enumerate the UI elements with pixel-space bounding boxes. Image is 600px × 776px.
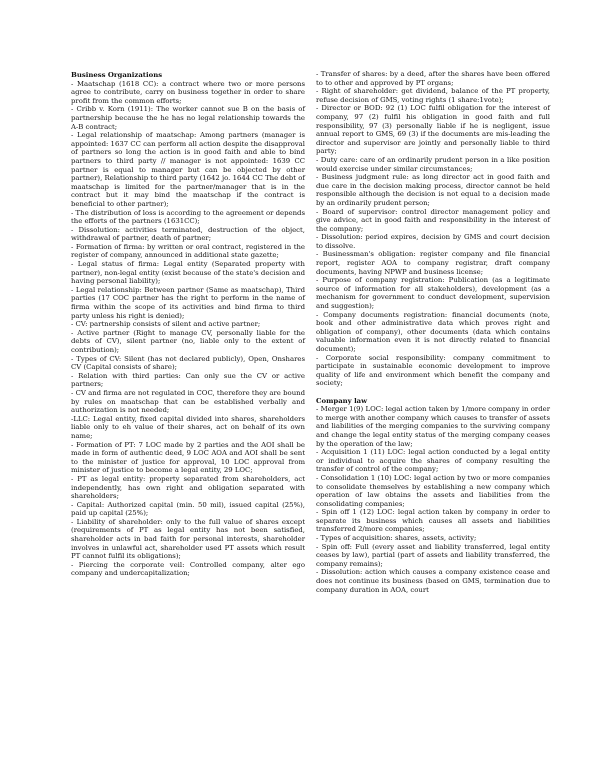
paragraph: - Director or BOD: 92 (1) LOC fulfil obligation for the interest of company, 97 (2) fulfil his obligation in good faith and full responsibility, 97 (3) personally liable if he is negligent, issue annual report to GMS, 69 (3) if the documents are mis-leading the director and supervisor are jointly and personally liable to third party; <box>316 104 550 156</box>
paragraph: - Piercing the corporate veil: Controlled company, alter ego company and undercapitalization; <box>71 560 305 578</box>
paragraph: - Right of shareholder: get dividend, balance of the PT property, refuse decision of GMS, voting rights (1 share:1vote); <box>316 87 550 104</box>
left-paragraph-list <box>71 80 305 578</box>
right-column <box>316 70 550 594</box>
paragraph: - Maatschap (1618 CC): a contract where two or more persons agree to contribute, carry on business together in order to share profit from the common efforts; <box>71 79 305 105</box>
paragraph: - Liability of shareholder: only to the full value of shares except (requirements of PT as legal entity has not been satisfied, shareholder acts in bad faith for personal interests, shareholder involves in unlawful act, shareholder used PT assets which result PT cannot fulfil its obligations); <box>71 517 305 561</box>
paragraph: - Types of CV: Silent (has not declared publicly), Open, Onshares CV (Capital consists of share); <box>71 354 305 372</box>
paragraph: - Legal status of firma: Legal entity (Separated property with partner), non-legal entity (exist because of the state's decision and having personal liability); <box>71 260 305 286</box>
paragraph: - Merger 1(9) LOC: legal action taken by 1/more company in order to merge with another company which causes to transfer of assets and liabilities of the merging companies to the surviving company and change the legal entity status of the merging company ceases by the operation of the law; <box>316 405 550 448</box>
paragraph: - Board of supervisor: control director management policy and give advice, act in good faith and responsibility in the interest of the company; <box>316 207 550 233</box>
paragraph: - Legal relationship of maatschap: Among partners (manager is appointed: 1637 CC can perform all action despite the disapproval of partners so long the action is in good faith and able to bind partners to third party // manager is not appointed: 1639 CC partner is equal to manager but can be objected by other partner), Relationship to third party (1642 jo. 1644 CC The debt of maatschap is limited for the partner/manager that is in the contract but it may bind the maatschap if the contract is beneficial to other partner); <box>71 131 305 208</box>
paragraph: - Spin off: Full (every asset and liability transferred, legal entity ceases by law), partial (part of assets and liability transferred, the company remains); <box>316 542 550 568</box>
paragraph: - Active partner (Right to manage CV, personally liable for the debts of CV), silent partner (no, liable only to the extent of contribution); <box>71 328 305 354</box>
section-heading-business-organizations: Business Organizations <box>71 71 163 79</box>
paragraph: - Capital: Authorized capital (min. 50 mil), issued capital (25%), paid up capital (25%); <box>71 500 305 518</box>
paragraph: - CV and firma are not regulated in COC, therefore they are bound by rules on maatschap that can be established verbally and authorization is not needed; <box>71 388 305 415</box>
paragraph: - Duty care: care of an ordinarily prudent person in a like position would exercise under similar circumstances; <box>316 155 550 173</box>
section-gap <box>316 388 550 397</box>
paragraph: - Purpose of company registration: Publication (as a legitimate source of information for all stakeholders), development (as a mechanism for government to conduct development, supervision and suggestion); <box>316 276 550 311</box>
right-paragraph-list-a <box>316 70 550 388</box>
paragraph: - Relation with third parties: Can only sue the CV or active partners; <box>71 371 305 389</box>
paragraph: - Types of acquisition: shares, assets, activity; <box>316 534 477 543</box>
paragraph: - Business judgment rule: as long director act in good faith and due care in the decision making process, director cannot be held responsible although the decision is not equal to a decision made by an ordinarily prudent person; <box>316 173 550 207</box>
left-column <box>71 71 305 578</box>
paragraph: -LLC: Legal entity, fixed capital divided into shares, shareholders liable only to eh value of their shares, act on behalf of its own name; <box>71 414 305 440</box>
paragraph: - Formation of firma: by written or oral contract, registered in the register of company, announced in additional state gazette; <box>71 242 305 260</box>
paragraph: - Legal relationship: Between partner (Same as maatschap), Third parties (17 COC partner has the right to perform in the name of firma within the scope of its activities and bind firma to third party unless his right is denied); <box>71 285 305 320</box>
paragraph: - Transfer of shares: by a deed, after the shares have been offered to to other and approved by PT organs; <box>316 70 550 87</box>
paragraph: - Cribb v. Korn (1911): The worker cannot sue B on the basis of partnership because the he has no legal relationship towards the A-B contract; <box>71 105 305 131</box>
paragraph: - Consolidation 1 (10) LOC: legal action by two or more companies to consolidate themselves by establishing a new company which operation of law obtains the assets and liabilities from the consolidating companies; <box>316 473 550 508</box>
paragraph: - Dissolution: period expires, decision by GMS and court decision to dissolve. <box>316 233 550 250</box>
paragraph: - Acquisition 1 (11) LOC: legal action conducted by a legal entity or individual to acquire the shares of company resulting the transfer of control of the company; <box>316 448 550 474</box>
paragraph: - PT as legal entity: property separated from shareholders, act independently, has own right and obligation separated with shareholders; <box>71 474 305 501</box>
paragraph: - Company documents registration: financial documents (note, book and other administrative data which proves right and obligation of company), other documents (data which contains valuable information even it is not directly related to financial document); <box>316 310 550 353</box>
paragraph: - The distribution of loss is according to the agreement or depends the efforts of the partners (1631CC); <box>71 208 305 226</box>
paragraph: - CV: partnership consists of silent and active partner; <box>71 320 261 329</box>
paragraph: - Spin off 1 (12) LOC: legal action taken by company in order to separate its business which causes all assets and liabilities transferred 2/more companies; <box>316 508 550 534</box>
paragraph: - Businessman's obligation: register company and file financial report, register AOA to company registrar, draft company documents, having NPWP and business license; <box>316 250 550 276</box>
paragraph: - Dissolution: action which causes a company existence cease and does not continue its business (based on GMS, termination due to company duration in AOA, court <box>316 568 550 594</box>
paragraph: - Formation of PT: 7 LOC made by 2 parties and the AOI shall be made in form of authentic deed, 9 LOC AOA and AOI shall be sent to the minister of justice for approval, 10 LOC approval from minister of justice to become a legal entity, 29 LOC; <box>71 440 305 475</box>
right-paragraph-list-b <box>316 405 550 594</box>
section-heading-company-law: Company law <box>316 396 368 405</box>
paragraph: - Dissolution: activities terminated, destruction of the object, withdrawal of partner, death of partner; <box>71 225 305 243</box>
paragraph: - Corporate social responsibility: company commitment to participate in sustainable economic development to improve quality of life and environment which benefit the company and society; <box>316 353 550 388</box>
